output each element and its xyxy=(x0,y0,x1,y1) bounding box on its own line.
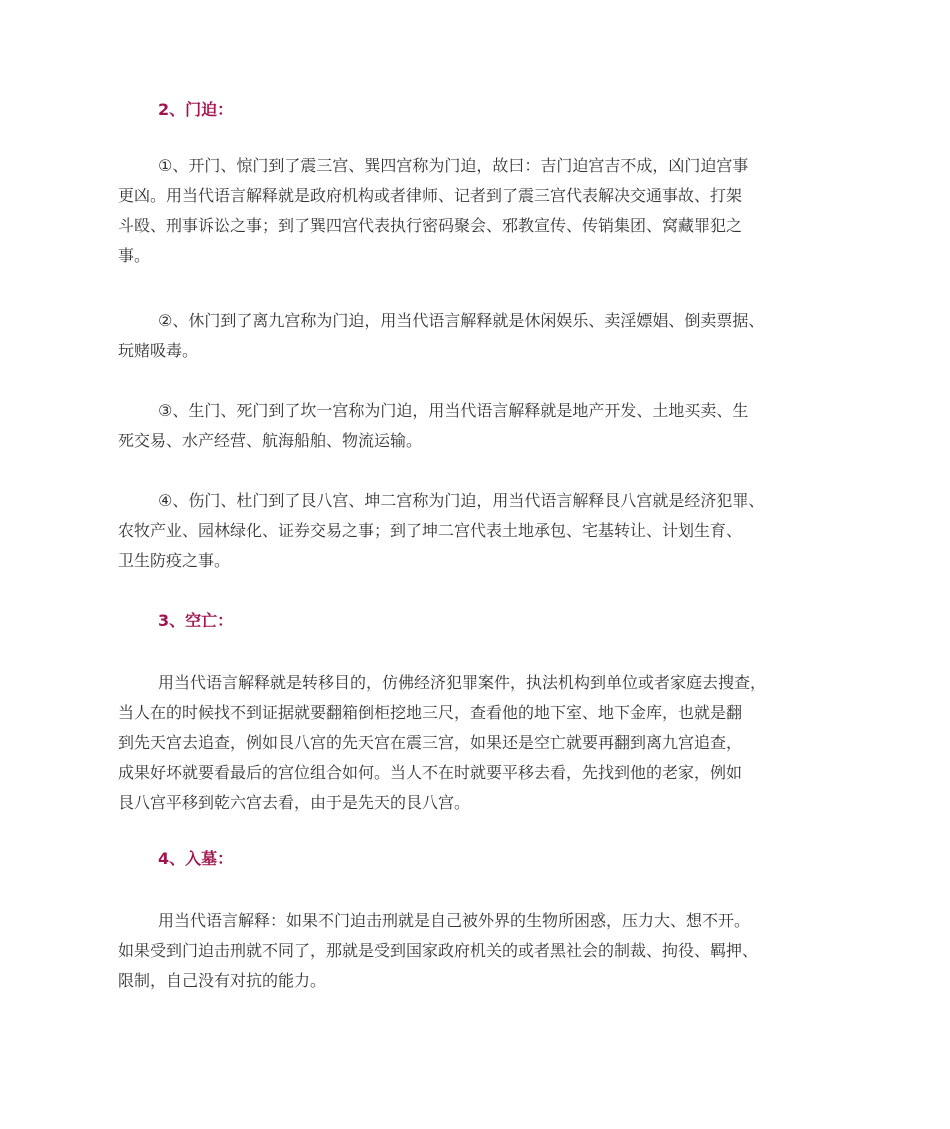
paragraph-men-po-1 xyxy=(118,151,838,271)
text-line: 用当代语言解释就是转移目的，仿佛经济犯罪案件，执法机构到单位或者家庭去搜查， xyxy=(158,673,767,692)
text-line: ④、伤门、杜门到了艮八宫、坤二宫称为门迫，用当代语言解释艮八宫就是经济犯罪、 xyxy=(158,491,765,510)
paragraph-men-po-4 xyxy=(118,486,838,576)
text-line: 斗殴、刑事诉讼之事；到了巽四宫代表执行密码聚会、邪教宣传、传销集团、窝藏罪犯之 xyxy=(118,216,743,235)
text-line: 当人在的时候找不到证据就要翻箱倒柜挖地三尺，查看他的地下室、地下金库，也就是翻 xyxy=(118,703,743,722)
section-heading-ru-mu: 4、入墓： xyxy=(158,849,234,868)
text-line: 农牧产业、园林绿化、证券交易之事；到了坤二宫代表土地承包、宅基转让、计划生育、 xyxy=(118,521,743,540)
text-line: 如果受到门迫击刑就不同了，那就是受到国家政府机关的或者黑社会的制裁、拘役、羁押、 xyxy=(118,941,759,960)
text-line: 限制，自己没有对抗的能力。 xyxy=(118,971,327,990)
paragraph-kong-wang xyxy=(118,668,838,818)
text-line: 成果好坏就要看最后的宫位组合如何。当人不在时就要平移去看，先找到他的老家，例如 xyxy=(118,763,743,782)
text-line: 玩赌吸毒。 xyxy=(118,341,199,360)
text-line: ③、生门、死门到了坎一宫称为门迫，用当代语言解释就是地产开发、土地买卖、生 xyxy=(158,401,749,420)
text-line: ②、休门到了离九宫称为门迫，用当代语言解释就是休闲娱乐、卖淫嫖娼、倒卖票据、 xyxy=(158,311,765,330)
paragraph-ru-mu xyxy=(118,906,838,996)
text-line: ①、开门、惊门到了震三宫、巽四宫称为门迫，故曰：吉门迫宫吉不成，凶门迫宫事 xyxy=(158,156,749,175)
paragraph-men-po-3 xyxy=(118,396,838,456)
text-line: 死交易、水产经营、航海船舶、物流运输。 xyxy=(118,431,423,450)
paragraph-men-po-2 xyxy=(118,306,838,366)
text-line: 卫生防疫之事。 xyxy=(118,551,231,570)
text-line: 用当代语言解释：如果不门迫击刑就是自己被外界的生物所困惑，压力大、想不开。 xyxy=(158,911,751,930)
text-line: 事。 xyxy=(118,246,151,265)
text-line: 到先天宫去追查，例如艮八宫的先天宫在震三宫，如果还是空亡就要再翻到离九宫追查， xyxy=(118,733,743,752)
section-heading-men-po: 2、门迫： xyxy=(158,100,234,119)
text-line: 艮八宫平移到乾六宫去看，由于是先天的艮八宫。 xyxy=(118,793,471,812)
text-line: 更凶。用当代语言解释就是政府机构或者律师、记者到了震三宫代表解决交通事故、打架 xyxy=(118,186,743,205)
section-heading-kong-wang: 3、空亡： xyxy=(158,611,234,630)
